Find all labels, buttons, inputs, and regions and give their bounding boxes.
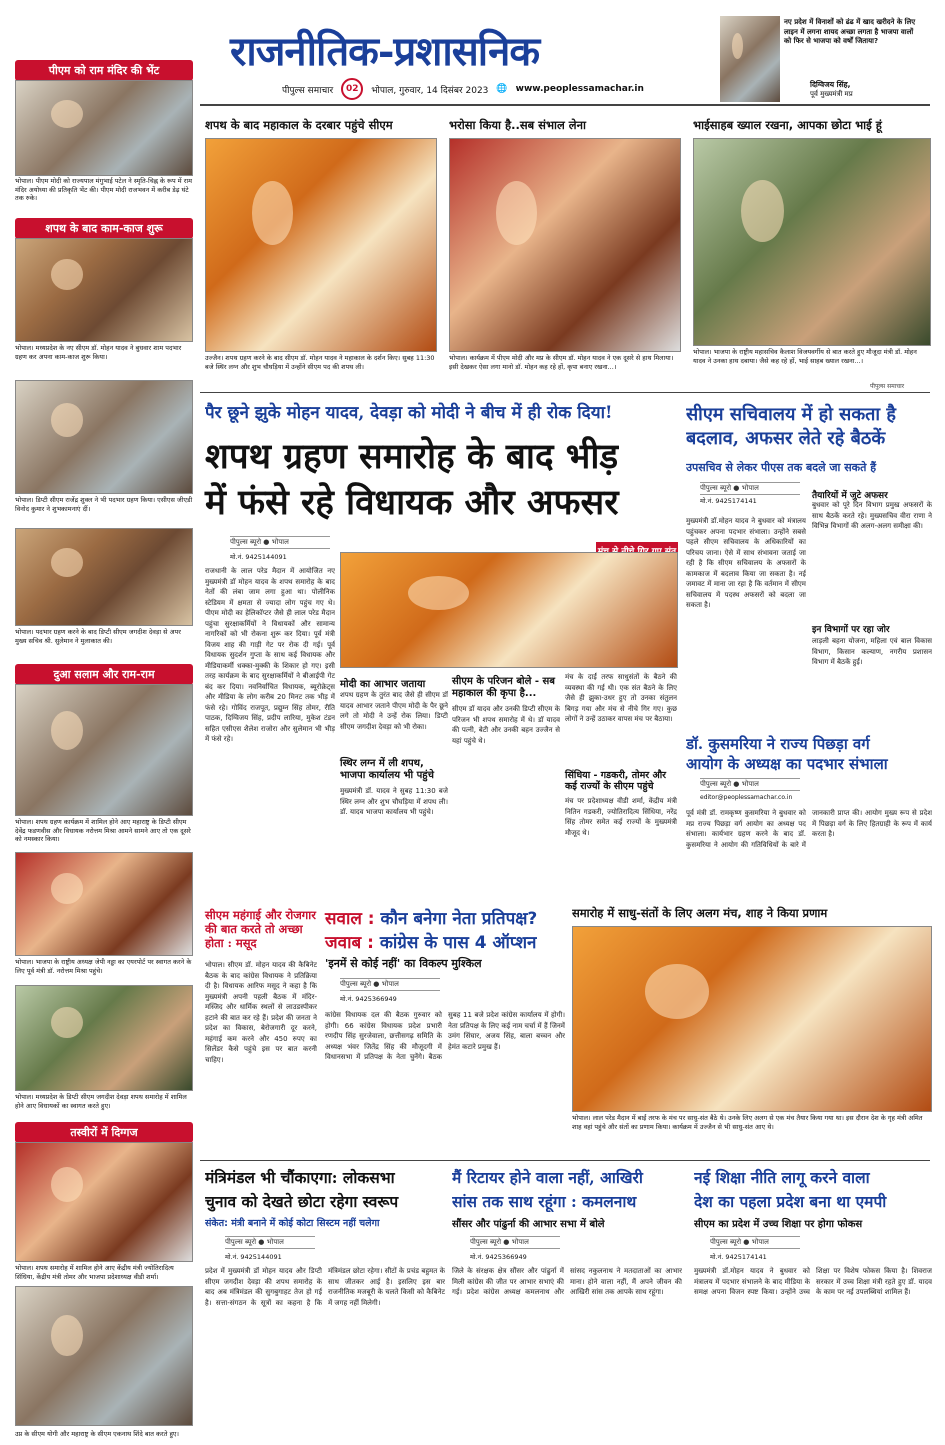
saints-photo: [572, 926, 932, 1112]
sidebar-caption: भोपाल। भाजपा के राष्ट्रीय अध्यक्ष जेपी नड्डा का एयरपोर्ट पर स्वागत करने के लिए पूर्व मंत्री डॉ. नरोत्तम मिश्रा पहुंचे।: [15, 958, 192, 975]
answer-line: जवाब : कांग्रेस के पास 4 ऑप्शन: [325, 933, 537, 953]
opposition-body: कांग्रेस विधायक दल की बैठक गुरुवार को होगी। 66 कांग्रेस विधायक प्रदेश प्रभारी रणदीप सिंह सुरजेवाला, छत्तीसगढ़ समिति के अध्यक्ष भंवर जितेंद्र सिंह की मौजूदगी में विधानसभा में प्रतिपक्ष के नेता चुनेंगे। बैठक सुबह 11 बजे प्रदेश कांग्रेस कार्यालय में होगी। नेता प्रतिपक्ष के लिए कई नाम चर्चा में हैं जिनमें उमंग सिंघार, अजय सिंह, बाला बच्चन और हेमंत कटारे प्रमुख हैं।: [325, 1011, 565, 1061]
bottom-byline: पीपुल्स ब्यूरो ● भोपाल: [710, 1236, 800, 1249]
answer-text: कांग्रेस के पास 4 ऑप्शन: [379, 933, 537, 953]
masood-body: भोपाल। सीएम डॉ. मोहन यादव की कैबिनेट बैठक के बाद कांग्रेस विधायक ने प्रतिक्रिया दी है। विधायक आरिफ मसूद ने कहा है कि मुख्यमंत्री अपनी पहली बैठक में मंदिर-मस्जिद और धार्मिक स्थलों से लाउडस्पीकर हटाने की बात कर रहे हैं। प्रदेश की जनता ने प्रदेश का विकास, बेरोजगारी दूर करने, महंगाई कम करने और 450 रुपए का सिलेंडर कैसे पहुंचे इस पर बात करनी चाहिए।: [205, 961, 317, 1064]
saints-caption: भोपाल। लाल परेड मैदान में बाईं तरफ के मंच पर साधु-संत बैठे थे। उनके लिए अलग से एक मंच तैयार किया गया था। इस दौरान देश के गृह मंत्री अमित शाह वहां पहुंचे और संतों का प्रणाम किया। कार्यक्रम में उज्जैन से भी साधु-संत आए थे।: [572, 1114, 923, 1131]
sidebar-caption: भोपाल। डिप्टी सीएम राजेंद्र शुक्ल ने भी पदभार ग्रहण किया। एसीएस जीएडी विनोद कुमार ने शुभकामनाएं दीं।: [15, 496, 193, 513]
right-headline-line-2: बदलाव, अफसर लेते रहे बैठकें: [686, 428, 886, 449]
sidebar-photo: [15, 684, 193, 816]
opposition-byline: पीपुल्स ब्यूरो ● भोपाल: [340, 978, 440, 991]
subhead: सीएम के परिजन बोले - सब महाकाल की कृपा है...: [452, 676, 555, 699]
subhead-text: मुख्यमंत्री डॉ. यादव ने सुबह 11:30 बजे स्थिर लग्न और शुभ चौघड़िया में शपथ ली। डॉ. यादव भाजपा कार्यालय भी पहुंचे।: [340, 787, 448, 816]
bottom-headline-line-2: सांस तक साथ रहूंगा : कमलनाथ: [452, 1192, 637, 1211]
question-line: सवाल : कौन बनेगा नेता प्रतिपक्ष?: [325, 909, 538, 929]
bottom-subhead: सीएम का प्रदेश में उच्च शिक्षा पर होगा फोकस: [694, 1219, 863, 1230]
sidebar-caption: भोपाल। शपथ समारोह में शामिल होने आए केंद्रीय मंत्री ज्योतिरादित्य सिंधिया, केंद्रीय मंत्री तोमर और भाजपा प्रदेशाध्यक्ष वीडी शर्मा।: [15, 1264, 174, 1281]
bottom-body: जिले के संरक्षक क्षेत्र सौंसर और पांढुर्ना में मिली कांग्रेस की जीत पर आभार सभाएं की गई। प्रदेश कांग्रेस अध्यक्ष कमलनाथ और सांसद नकुलनाथ ने मतदाताओं का आभार माना। होने वाला नहीं, मैं अपने जीवन की आखिरी सांस तक आपके साथ रहूंगा।: [452, 1267, 682, 1296]
bottom-headline-line-1: मैं रिटायर होने वाला नहीं, आखिरी: [452, 1168, 643, 1187]
photo-credit: पीपुल्स समाचार: [870, 383, 905, 390]
photo-headline: शपथ के बाद महाकाल के दरबार पहुंचे सीएम: [205, 118, 393, 132]
website[interactable]: www.peoplessamachar.in: [515, 84, 644, 94]
masood-headline: सीएम महंगाई और रोजगार की बात करते तो अच्छा होता : मसूद: [205, 908, 316, 950]
right-byline: पीपुल्स ब्यूरो ● भोपाल: [700, 482, 800, 495]
main-headline-line-2: में फंसे रहे विधायक और अफसर: [205, 482, 619, 523]
bottom-mobile: मो.नं. 9425366949: [470, 1253, 527, 1261]
bottom-headline-line-1: नई शिक्षा नीति लागू करने वाला: [694, 1168, 870, 1187]
top-photo-caption: उज्जैन। शपथ ग्रहण करने के बाद सीएम डॉ. मोहन यादव ने महाकाल के दर्शन किए। सुबह 11:30 बजे स्थिर लग्न और शुभ चौघड़िया में उन्होंने सीएम पद की शपथ ली।: [205, 354, 435, 371]
saints-fell-text: मंच के दाईं तरफ साधुसंतों के बैठने की व्यवस्था की गई थी। एक संत बैठने के लिए जैसे ही झुका-उधर हुए तो उनका संतुलन बिगड़ गया और मंच से नीचे गिर गए। कुछ लोगों ने उन्हें उठाकर वापस मंच पर बैठाया।: [565, 673, 677, 723]
right-side-head-2: इन विभागों पर रहा जोर: [812, 625, 890, 635]
quote-author-photo: [720, 16, 780, 102]
right-subhead: उपसचिव से लेकर पीएस तक बदले जा सकते हैं: [686, 461, 877, 474]
subhead-text: सीएम डॉ यादव और उनकी डिप्टी सीएम के परिजन भी शपथ समारोह में थे। डॉ यादव की पत्नी, बेटी और उनकी बहन उज्जैन से यहां पहुंचे थे।: [452, 705, 560, 745]
sidebar-head: तस्वीरों में दिग्गज: [15, 1122, 193, 1143]
masthead-title: राजनीतिक-प्रशासनिक: [230, 28, 540, 75]
right-side-text-2: लाड़ली बहना योजना, महिला एवं बाल विकास विभाग, किसान कल्याण, नगरीय प्रशासन विभाग में बैठकें हुईं।: [812, 637, 932, 666]
obc-headline-line-1: डॉ. कुसमरिया ने राज्य पिछड़ा वर्ग: [686, 735, 870, 753]
sidebar-caption: भोपाल। पदभार ग्रहण करने के बाद डिप्टी सीएम जगदीश देवड़ा से अपर मुख्य सचिव श्री. सुलेमान ने मुलाकात की।: [15, 628, 181, 645]
question-label: सवाल: [325, 909, 362, 929]
globe-icon: 🌐: [496, 84, 508, 94]
quote-author: दिग्विजय सिंह,: [810, 80, 851, 89]
right-mobile: मो.नं. 9425174141: [700, 497, 757, 505]
subhead: सिंधिया - गडकरी, तोमर और कई राज्यों के सीएम पहुंचे: [565, 770, 667, 792]
sidebar-head: शपथ के बाद काम-काज शुरू: [15, 218, 193, 239]
obc-byline: पीपुल्स ब्यूरो ● भोपाल: [700, 778, 800, 791]
bottom-mobile: मो.नं. 9425174141: [710, 1253, 767, 1261]
sidebar-photo: [15, 80, 193, 176]
sidebar-caption: भोपाल। मध्यप्रदेश के डिप्टी सीएम जगदीश देवड़ा शपथ समारोह में शामिल होने आए विधायकों का स्वागत करते हुए।: [15, 1093, 187, 1110]
obc-body: पूर्व मंत्री डॉ. रामकृष्ण कुसमरिया ने बुधवार को मप्र राज्य पिछड़ा वर्ग आयोग का अध्यक्ष पद संभाला। कार्यभार ग्रहण करने के बाद डॉ. कुसमरिया ने आयोग की गतिविधियों के बारे में जानकारी प्राप्त की। आयोग मुख्य रूप से प्रदेश में पिछड़ा वर्ग के लिए हितग्राही के रूप में कार्य करता है।: [686, 809, 932, 849]
sidebar-head: पीएम को राम मंदिर की भेंट: [15, 60, 193, 81]
sidebar-photo: [15, 238, 193, 342]
bottom-body: प्रदेश में मुख्यमंत्री डॉ मोहन यादव और डिप्टी सीएम जगदीश देवड़ा की शपथ समारोह के बाद अब मंत्रिमंडल की सुगबुगाहट तेज हो गई है। सत्ता-संगठन के सूत्रों का कहना है कि मंत्रिमंडल छोटा रहेगा। सीटों के प्रचंड बहुमत के साथ जीतकर आई है। इसलिए इस बार राजनीतिक मजबूरी के चलते किसी को कैबिनेट में जगह नहीं मिलेगी।: [205, 1267, 445, 1307]
obc-email[interactable]: editor@peoplessamachar.co.in: [700, 794, 793, 801]
page-number: 02: [341, 78, 363, 100]
subhead: मोदी का आभार जताया: [340, 679, 426, 690]
top-photo: [449, 138, 681, 352]
right-side-head: तैयारियों में जुटे अफसर: [812, 491, 888, 501]
bottom-mobile: मो.नं. 9425144091: [225, 1253, 282, 1261]
subhead: स्थिर लग्न में ली शपथ, भाजपा कार्यालय भी पहुंचे: [340, 758, 434, 781]
bottom-subhead: संकेत: मंत्री बनाने में कोई कोटा सिस्टम नहीं चलेगा: [205, 1218, 380, 1229]
bottom-subhead: सौंसर और पांढुर्ना की आभार सभा में बोले: [452, 1219, 605, 1230]
subhead-text: मंच पर प्रदेशाध्यक्ष वीडी शर्मा, केंद्रीय मंत्री नितिन गडकरी, ज्योतिरादित्य सिंधिया, नरेंद्र सिंह तोमर समेत कई राज्यों के मुख्यमंत्री मौजूद थे।: [565, 797, 677, 837]
top-photo: [205, 138, 437, 352]
photo-headline: भाईसाहब ख्याल रखना, आपका छोटा भाई हूं: [693, 118, 882, 132]
paper-name: पीपुल्स समाचार: [282, 85, 334, 96]
sidebar-photo: [15, 985, 193, 1091]
bottom-byline: पीपुल्स ब्यूरो ● भोपाल: [225, 1236, 315, 1249]
bottom-headline-line-1: मंत्रिमंडल भी चौंकाएगा: लोकसभा: [205, 1168, 395, 1187]
sidebar-caption: भोपाल। पीएम मोदी को राज्यपाल मंगुभाई पटेल ने स्मृति-चिह्न के रूप में राम मंदिर अयोध्या की प्रतिकृति भेंट की। पीएम मोदी राजभवन में करीब डेढ़ घंटे तक रुके।: [15, 177, 192, 202]
bottom-headline-line-2: चुनाव को देखते छोटा रहेगा स्वरूप: [205, 1192, 399, 1211]
obc-headline-line-2: आयोग के अध्यक्ष का पदभार संभाला: [686, 755, 888, 773]
main-byline: पीपुल्स ब्यूरो ● भोपाल: [230, 536, 330, 549]
sidebar-photo: [15, 1142, 193, 1262]
dateline: भोपाल, गुरुवार, 14 दिसंबर 2023: [371, 85, 489, 96]
main-kicker: पैर छूने झुके मोहन यादव, देवड़ा को मोदी ने बीच में ही रोक दिया!: [205, 403, 613, 423]
sidebar-photo: [15, 380, 193, 494]
sidebar-photo: [15, 852, 193, 956]
masthead-info-line: [282, 78, 644, 100]
main-mobile: मो.नं. 9425144091: [230, 553, 287, 561]
photo-headline: भरोसा किया है..सब संभाल लेना: [449, 118, 586, 132]
saints-headline: समारोह में साधु-संतों के लिए अलग मंच, शाह ने किया प्रणाम: [572, 906, 828, 920]
sidebar-caption: भोपाल। शपथ ग्रहण कार्यक्रम में शामिल होने आए महाराष्ट्र के डिप्टी सीएम देवेंद्र फडणवीस और विधायक नरोत्तम मिश्रा आमने सामने आए तो एक दूसरे को नमस्कार किया।: [15, 818, 191, 843]
sidebar-head: दुआ सलाम और राम-राम: [15, 664, 193, 685]
right-body: मुख्यमंत्री डॉ.मोहन यादव ने बुधवार को मंत्रालय पहुंचकर अपना पदभार संभाला। उन्होंने सबसे पहले सीएम सचिवालय के अधिकारियों का परिचय जाना। ऐसे में साथ संभावना जताई जा रही है कि सीएम सचिवालय के अफसरों के कामकाज में बदलाव किया जा सकता है। नई जमावट में माना जा रहा है कि वर्तमान में सीएम सचिवालय में पदस्थ अफसरों को बदला जा सकता है।: [686, 517, 806, 609]
main-headline-line-1: शपथ ग्रहण समारोह के बाद भीड़: [205, 436, 619, 477]
top-photo-caption: भोपाल। भाजपा के राष्ट्रीय महासचिव कैलाश विजयवर्गीय से बात करते हुए मौजूदा मंत्री डॉ. मोहन यादव ने उनका हाथ दबाया। जैसे कह रहे हों, भाई साहब ख्याल रखना...।: [693, 348, 917, 365]
subhead-text: शपथ ग्रहण के तुरंत बाद जैसे ही सीएम डॉ यादव आभार जताने पीएम मोदी के पैर छूने लगे तो मोदी ने उन्हें रोक लिया। डिप्टी सीएम जगदीश देवड़ा को भी रोका।: [340, 691, 448, 731]
sidebar-caption: उप्र के सीएम योगी और महाराष्ट्र के सीएम एकनाथ शिंदे बात करते हुए।: [15, 1430, 179, 1438]
opposition-subhead: 'इनमें से कोई नहीं' का विकल्प मुश्किल: [325, 957, 482, 970]
sidebar-photo: [15, 528, 193, 626]
quote-author-title: पूर्व मुख्यमंत्री मप्र: [810, 90, 853, 98]
main-photo: [340, 552, 678, 668]
sidebar-photo: [15, 1286, 193, 1426]
question-text: कौन बनेगा नेता प्रतिपक्ष?: [380, 909, 538, 929]
right-headline-line-1: सीएम सचिवालय में हो सकता है: [686, 404, 896, 425]
opposition-mobile: मो.नं. 9425366949: [340, 995, 397, 1003]
answer-label: जवाब: [325, 933, 362, 953]
bottom-body: मुख्यमंत्री डॉ.मोहन यादव ने बुधवार को मंत्रालय में पदभार संभालने के बाद मीडिया के समक्ष अपना विजन स्पष्ट किया। उन्होंने उच्च शिक्षा पर विशेष फोकस किया है। शिवराज सरकार में उच्च शिक्षा मंत्री रहते हुए डॉ. यादव के काम पर नई उपलब्धियां शामिल हैं।: [694, 1267, 932, 1296]
bottom-headline-line-2: देश का पहला प्रदेश बना था एमपी: [694, 1192, 887, 1211]
right-side-text: बुधवार को पूरे दिन विभाग प्रमुख अफसरों के साथ बैठकें करते रहे। मुख्यसचिव वीरा राणा ने विभिन्न विभागों की अलग-अलग समीक्षा की।: [812, 501, 932, 530]
quote-text: नए प्रदेश में विनाशों को ढंढ में खाद खरीदने के लिए लाइन में लगना शायद अच्छा लगता है भाजपा वालों को फिर से भाजपा को वर्षों जिताया?: [784, 18, 916, 45]
top-photo-caption: भोपाल। कार्यक्रम में पीएम मोदी और मप्र के सीएम डॉ. मोहन यादव ने एक दूसरे से हाथ मिलाया। इसी देखकर ऐसा लगा मानो डॉ. मोहन कह रहे हों, कृपा बनाए रखना...।: [449, 354, 674, 371]
sidebar-caption: भोपाल। मध्यप्रदेश के नए सीएम डॉ. मोहन यादव ने बुधवार शाम पदभार ग्रहण कर अपना काम-काज शुरू किया।: [15, 344, 182, 361]
bottom-byline: पीपुल्स ब्यूरो ● भोपाल: [470, 1236, 560, 1249]
top-photo: [693, 138, 931, 346]
main-body: राजधानी के लाल परेड मैदान में आयोजित नए मुख्यमंत्री डॉ मोहन यादव के शपथ समारोह के बाद नेतों की लंबा जाम लगा हुआ था। पोलीनिक स्टेडियम में क्षमता से ज्यादा लोग पहुंच गए थे। पीएम मोदी का हेलिकॉप्टर जैसे ही लाल परेड मैदान पहुंचा सुरक्षाकर्मियों ने विधायकों और सामान्य नागरिकों को भी रोकना शुरू कर दिया। पूर्व मंत्री विजय शाह की गाड़ी गेट पर रोक दी गई। पूर्व विधायक सुदर्शन गुप्ता के साथ कई विधायक और मीडियाकर्मी धक्का-मुक्की के शिकार हो गए। इसी तरह कार्यक्रम के बाद सुरक्षाकर्मियों ने बीआईपी गेट बंद कर दिया। नवनिर्वाचित विधायक, ब्यूरोक्रेट्स और मीडिया के लोग करीब 20 मिनट तक भीड़ में फंसे रहे। गोविंद राजपूत, प्रद्युम्न सिंह तोमर, रीति पाठक, दिग्विजय सिंह, प्रदीप लारिया, मुकेश टंडन सहित एसीएस शैलेश राजोरा और सुलेमान भी भीड़ में फंसे रहे।: [205, 567, 335, 743]
